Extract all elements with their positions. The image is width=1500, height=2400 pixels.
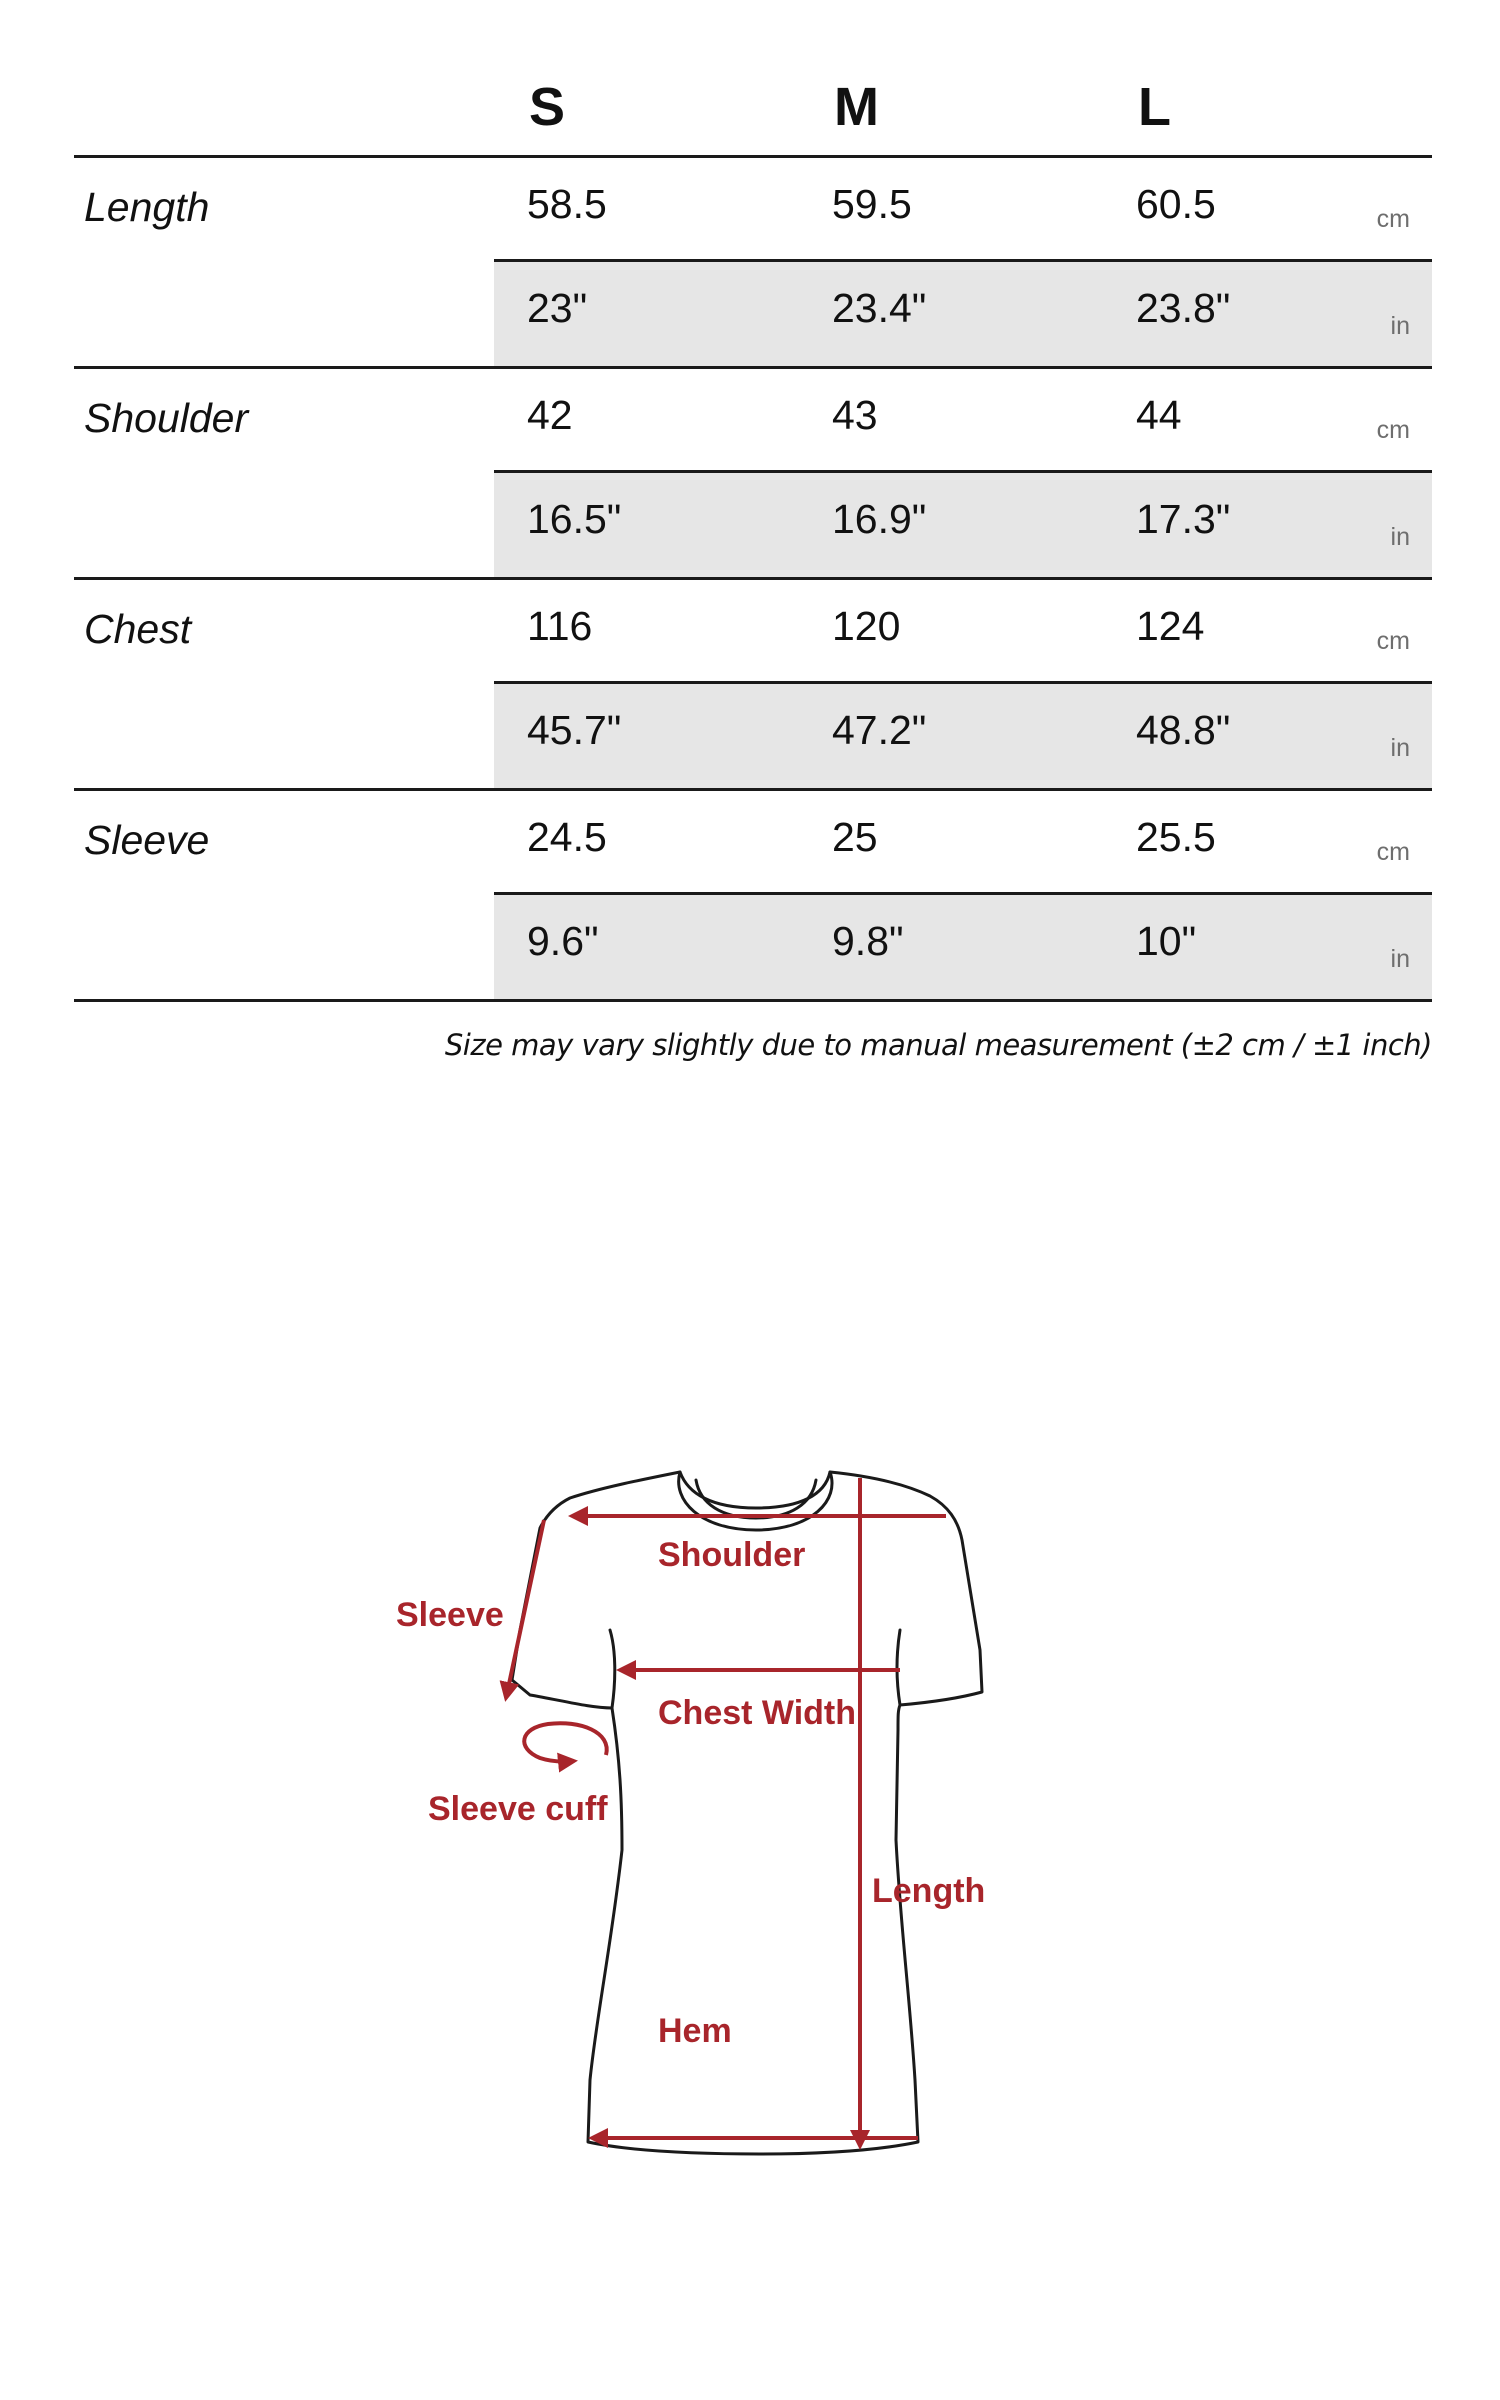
value-cell: 25 bbox=[832, 814, 878, 860]
unit-label-in: in bbox=[1390, 312, 1410, 340]
value-cell: 124 bbox=[1136, 603, 1205, 649]
value-cell: 120 bbox=[832, 603, 901, 649]
measure-label: Chest bbox=[84, 606, 192, 652]
tshirt-illustration bbox=[0, 1380, 1500, 2180]
sleeve-cuff-arrow bbox=[524, 1723, 606, 1761]
value-cell: 16.9" bbox=[832, 496, 927, 542]
size-chart-table bbox=[74, 0, 1432, 1002]
tshirt-measurement-diagram bbox=[0, 1380, 1500, 2180]
cm-row bbox=[494, 369, 1432, 473]
value-cell: 58.5 bbox=[527, 181, 607, 227]
value-cell: 23.8" bbox=[1136, 285, 1231, 331]
measure-group-sleeve bbox=[74, 791, 1432, 1002]
value-cell: 9.6" bbox=[527, 918, 599, 964]
cm-row bbox=[494, 791, 1432, 895]
measurement-note: Size may vary slightly due to manual measurement (±2 cm / ±1 inch) bbox=[444, 1028, 1432, 1062]
value-cell: 44 bbox=[1136, 392, 1182, 438]
inch-row bbox=[494, 895, 1432, 999]
value-cell: 116 bbox=[527, 603, 593, 649]
diagram-label-sleeve: Sleeve bbox=[396, 1596, 504, 1634]
measure-group-chest bbox=[74, 580, 1432, 791]
value-cell: 45.7" bbox=[527, 707, 622, 753]
value-cell: 43 bbox=[832, 392, 878, 438]
measure-group-length bbox=[74, 158, 1432, 369]
size-header-l: L bbox=[1138, 77, 1171, 137]
value-cell: 48.8" bbox=[1136, 707, 1231, 753]
diagram-label-shoulder: Shoulder bbox=[658, 1536, 806, 1574]
unit-label-cm: cm bbox=[1376, 627, 1410, 655]
size-header-m: M bbox=[834, 77, 879, 137]
value-cell: 10" bbox=[1136, 918, 1197, 964]
diagram-label-sleeve-cuff: Sleeve cuff bbox=[428, 1790, 608, 1828]
value-cell: 9.8" bbox=[832, 918, 904, 964]
value-cell: 23" bbox=[527, 285, 588, 331]
value-cell: 47.2" bbox=[832, 707, 927, 753]
diagram-label-chest-width: Chest Width bbox=[658, 1694, 857, 1732]
unit-label-in: in bbox=[1390, 523, 1410, 551]
diagram-label-length: Length bbox=[872, 1872, 986, 1910]
value-cell: 60.5 bbox=[1136, 181, 1216, 227]
measure-label: Sleeve bbox=[84, 817, 210, 863]
cm-row bbox=[494, 158, 1432, 262]
cm-row bbox=[494, 580, 1432, 684]
inch-row bbox=[494, 262, 1432, 366]
unit-label-cm: cm bbox=[1376, 205, 1410, 233]
size-header-s: S bbox=[529, 77, 566, 137]
value-cell: 17.3" bbox=[1136, 496, 1231, 542]
value-cell: 25.5 bbox=[1136, 814, 1216, 860]
size-header-row bbox=[74, 0, 1432, 158]
value-cell: 59.5 bbox=[832, 181, 912, 227]
value-cell: 42 bbox=[527, 392, 573, 438]
value-cell: 24.5 bbox=[527, 814, 607, 860]
measure-label: Shoulder bbox=[84, 395, 249, 441]
diagram-label-hem: Hem bbox=[658, 2012, 732, 2050]
unit-label-cm: cm bbox=[1376, 838, 1410, 866]
value-cell: 16.5" bbox=[527, 496, 622, 542]
unit-label-in: in bbox=[1390, 945, 1410, 973]
inch-row bbox=[494, 684, 1432, 788]
measure-label: Length bbox=[84, 184, 210, 230]
unit-label-in: in bbox=[1390, 734, 1410, 762]
inch-row bbox=[494, 473, 1432, 577]
value-cell: 23.4" bbox=[832, 285, 927, 331]
sleeve-arrow bbox=[506, 1520, 544, 1698]
unit-label-cm: cm bbox=[1376, 416, 1410, 444]
measure-group-shoulder bbox=[74, 369, 1432, 580]
